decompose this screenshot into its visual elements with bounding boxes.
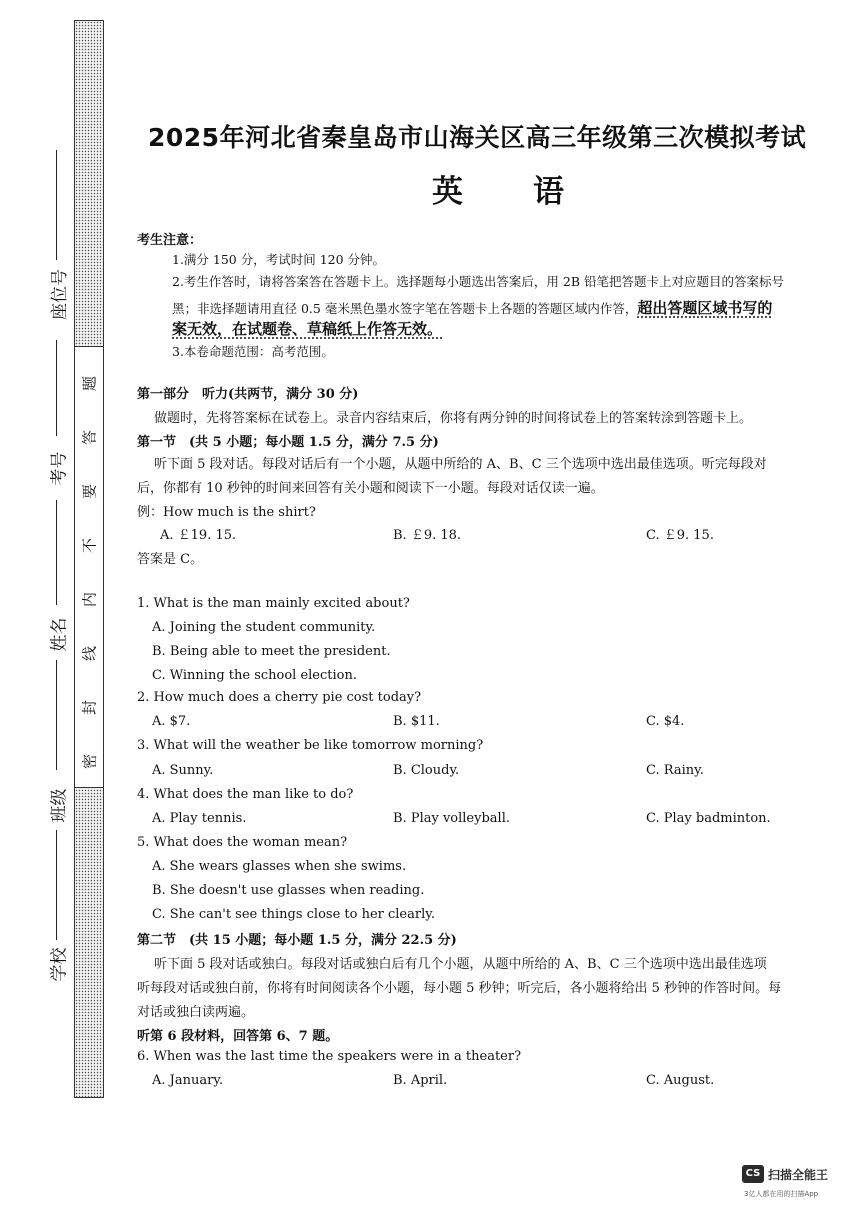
question-3-option-b: B. Cloudy. bbox=[393, 763, 460, 778]
seal-char: 不 bbox=[80, 538, 99, 554]
question-1: 1. What is the man mainly excited about? bbox=[137, 596, 410, 611]
question-6-option-b: B. April. bbox=[393, 1073, 448, 1088]
question-1-option-a: A. Joining the student community. bbox=[152, 620, 376, 635]
part1-heading: 第一部分 听力(共两节，满分 30 分) bbox=[137, 387, 359, 402]
part1-instruction: 做题时，先将答案标在试卷上。录音内容结束后，你将有两分钟的时间将试卷上的答案转涂到答题卡上。 bbox=[154, 411, 753, 426]
question-5-option-a: A. She wears glasses when she swims. bbox=[152, 859, 407, 874]
scanner-logo-icon: CS bbox=[742, 1165, 764, 1183]
notice-emphasis: 超出答题区域书写的 bbox=[637, 299, 773, 317]
notice-item-3: 3.本卷命题范围：高考范围。 bbox=[172, 344, 334, 359]
section2-instruction-2: 听每段对话或独白前，你将有时间阅读各个小题，每小题 5 秒钟；听完后，各小题将给出 5 秒钟的作答时间。每 bbox=[137, 981, 782, 996]
question-5-option-c: C. She can't see things close to her clearly. bbox=[152, 907, 435, 922]
example-question: 例：How much is the shirt? bbox=[137, 505, 316, 520]
exam-number-label: 考号 bbox=[49, 451, 70, 486]
example-option-b: B. ￡9. 18. bbox=[393, 528, 462, 543]
question-4-option-c: C. Play badminton. bbox=[646, 811, 771, 826]
question-2-option-c: C. $4. bbox=[646, 714, 685, 729]
subject-title: 英语 bbox=[432, 174, 634, 210]
school-line bbox=[56, 830, 57, 940]
question-2-option-a: A. $7. bbox=[152, 714, 191, 729]
seal-char: 线 bbox=[80, 646, 99, 662]
seal-char: 答 bbox=[80, 430, 99, 446]
seal-char: 内 bbox=[80, 592, 99, 608]
question-3-option-a: A. Sunny. bbox=[152, 763, 214, 778]
seal-char: 要 bbox=[80, 484, 99, 500]
seal-char: 密 bbox=[80, 754, 99, 770]
question-3: 3. What will the weather be like tomorrow morning? bbox=[137, 738, 484, 753]
notice-item-2: 2.考生作答时，请将答案答在答题卡上。选择题每小题选出答案后，用 2B 铅笔把答题卡上对应题目的答案标号 bbox=[172, 274, 785, 289]
notice-item-2-text: 黑；非选择题请用直径 0.5 毫米黑色墨水签字笔在答题卡上各题的答题区域内作答， bbox=[172, 301, 638, 316]
question-1-option-b: B. Being able to meet the president. bbox=[152, 644, 391, 659]
question-4-option-a: A. Play tennis. bbox=[152, 811, 247, 826]
section1-instruction-1: 听下面 5 段对话。每段对话后有一个小题，从题中所给的 A、B、C 三个选项中选出最佳选项。听完每段对 bbox=[154, 457, 767, 472]
notice-item-2-cont bbox=[172, 297, 772, 318]
school-label: 学校 bbox=[49, 947, 70, 982]
scanner-brand: 扫描全能王 bbox=[768, 1168, 829, 1182]
question-6-option-a: A. January. bbox=[152, 1073, 224, 1088]
section2-instruction-3: 对话或独白读两遍。 bbox=[137, 1005, 255, 1020]
example-option-c: C. ￡9. 15. bbox=[646, 528, 714, 543]
example-answer: 答案是 C。 bbox=[137, 552, 204, 567]
question-5-option-b: B. She doesn't use glasses when reading. bbox=[152, 883, 425, 898]
name-label: 姓名 bbox=[49, 617, 70, 652]
scanner-tagline: 3亿人都在用的扫描App bbox=[744, 1190, 819, 1198]
section2-instruction-1: 听下面 5 段对话或独白。每段对话或独白后有几个小题，从题中所给的 A、B、C 三个选项中选出最佳选项 bbox=[154, 957, 767, 972]
material-6-heading: 听第 6 段材料，回答第 6、7 题。 bbox=[137, 1029, 339, 1044]
seat-number-line bbox=[56, 150, 57, 260]
notice-item-2-end: 案无效，在试题卷、草稿纸上作答无效。 bbox=[172, 320, 443, 338]
name-line bbox=[56, 500, 57, 605]
exam-number-line bbox=[56, 340, 57, 436]
question-2: 2. How much does a cherry pie cost today? bbox=[137, 690, 422, 705]
question-6: 6. When was the last time the speakers were in a theater? bbox=[137, 1049, 522, 1064]
question-3-option-c: C. Rainy. bbox=[646, 763, 704, 778]
example-option-a: A. ￡19. 15. bbox=[160, 528, 237, 543]
question-5: 5. What does the woman mean? bbox=[137, 835, 348, 850]
question-6-option-c: C. August. bbox=[646, 1073, 715, 1088]
notice-item-1: 1.满分 150 分，考试时间 120 分钟。 bbox=[172, 252, 386, 267]
question-4: 4. What does the man like to do? bbox=[137, 787, 354, 802]
seal-char: 题 bbox=[80, 376, 99, 392]
class-label: 班级 bbox=[49, 788, 70, 823]
notice-heading: 考生注意： bbox=[137, 233, 203, 248]
class-line bbox=[56, 660, 57, 770]
question-1-option-c: C. Winning the school election. bbox=[152, 668, 357, 683]
seal-char: 封 bbox=[80, 700, 99, 716]
section1-instruction-2: 后，你都有 10 秒钟的时间来回答有关小题和阅读下一小题。每段对话仅读一遍。 bbox=[137, 481, 604, 496]
exam-title: 2025年河北省秦皇岛市山海关区高三年级第三次模拟考试 bbox=[148, 123, 807, 152]
section1-heading: 第一节 (共 5 小题；每小题 1.5 分，满分 7.5 分) bbox=[137, 435, 439, 450]
seal-line-box bbox=[74, 346, 104, 788]
seat-number-label: 座位号 bbox=[50, 269, 70, 320]
question-4-option-b: B. Play volleyball. bbox=[393, 811, 510, 826]
question-2-option-b: B. $11. bbox=[393, 714, 440, 729]
section2-heading: 第二节 (共 15 小题；每小题 1.5 分，满分 22.5 分) bbox=[137, 933, 457, 948]
